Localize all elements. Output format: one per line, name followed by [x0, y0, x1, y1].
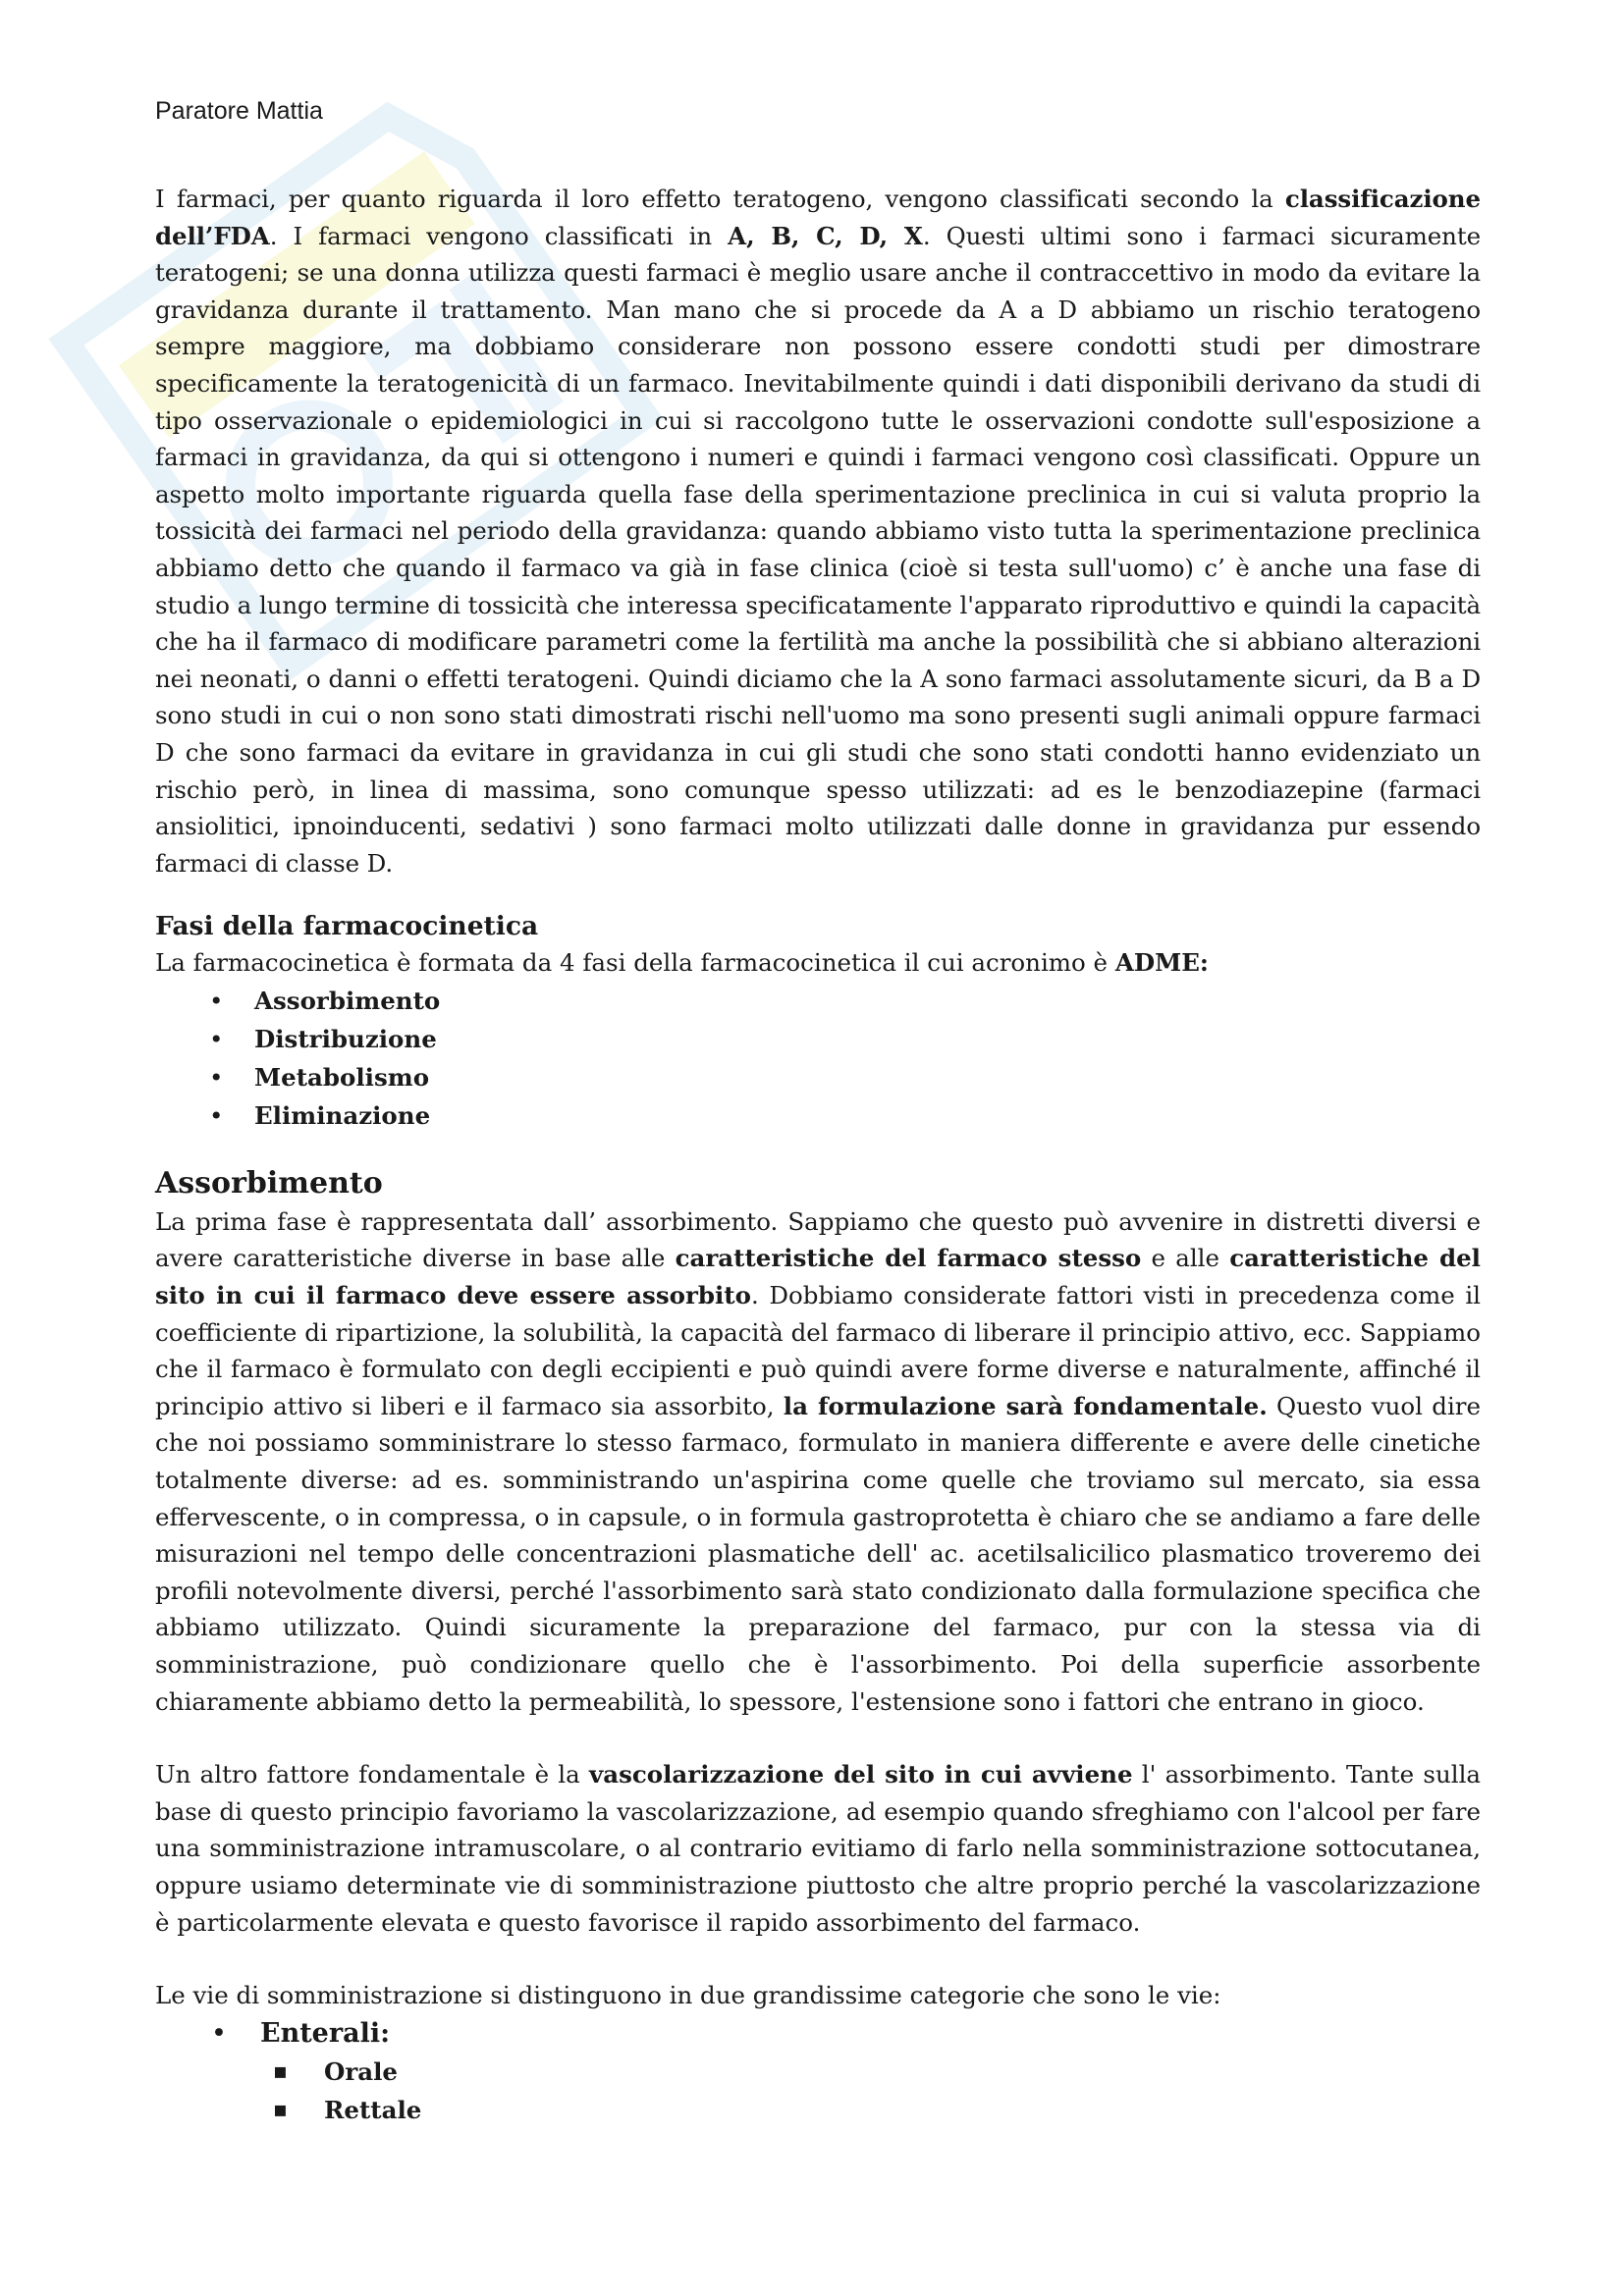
author-name: Paratore Mattia: [155, 97, 323, 125]
list-item-enterali: • Enterali:: [155, 2014, 1481, 2053]
enterali-sublist: [155, 2053, 1481, 2129]
document-page: [155, 96, 1481, 2129]
assorbimento-paragraph-2: Un altro fattore fondamentale è la vascolarizzazione del sito in cui avviene l' assorbimento. Tante sulla base di questo principio favoriamo la vascolarizzazione, ad esempio quando sfreghiamo con l'alcool per fare una somministrazione intramuscolare, o al contrario evitiamo di farlo nella somministrazione sottocutanea, oppure usiamo determinate vie di somministrazione piuttosto che altre proprio perché la vascolarizzazione è particolarmente elevata e questo favorisce il rapido assorbimento del farmaco.: [155, 1760, 1482, 1937]
intro-section: [155, 181, 1481, 881]
sublist-item: ▪ Orale: [155, 2053, 1481, 2091]
assorbimento-paragraph-3: Le vie di somministrazione si distinguono in due grandissime categorie che sono le vie:: [155, 1981, 1221, 2010]
adme-list: [155, 982, 1481, 1135]
intro-paragraph: I farmaci, per quanto riguarda il loro effetto teratogeno, vengono classificati secondo la classificazione dell’FDA. I farmaci vengono classificati in A, B, C, D, X. Questi ultimi sono i farmaci sicuramente teratogeni; se una donna utilizza questi farmaci è meglio usare anche il contraccettivo in modo da evitare la gravidanza durante il trattamento. Man mano che si procede da A a D abbiamo un rischio teratogeno sempre maggiore, ma dobbiamo considerare non possono essere condotti studi per dimostrare specificamente la teratogenicità di un farmaco. Inevitabilmente quindi i dati disponibili derivano da studi di tipo osservazionale o epidemiologici in cui si raccolgono tutte le osservazioni condotte sull'esposizione a farmaci in gravidanza, da qui si ottengono i numeri e quindi i farmaci vengono così classificati. Oppure un aspetto molto importante riguarda quella fase della sperimentazione preclinica in cui si valuta proprio la tossicità dei farmaci nel periodo della gravidanza: quando abbiamo visto tutta la sperimentazione preclinica abbiamo detto che quando il farmaco va già in fase clinica (cioè si testa sull'uomo) c’ è anche una fase di studio a lungo termine di tossicità che interessa specificatamente l'apparato riproduttivo e quindi la capacità che ha il farmaco di modificare parametri come la fertilità ma anche la possibilità che si abbiano alterazioni nei neonati, o danni o effetti teratogeni. Quindi diciamo che la A sono farmaci assolutamente sicuri, da B a D sono studi in cui o non sono stati dimostrati rischi nell'uomo ma sono presenti sugli animali oppure farmaci D che sono farmaci da evitare in gravidanza in cui gli studi che sono stati condotti hanno evidenziato un rischio però, in linea di massima, sono comunque spesso utilizzati: ad es le benzodiazepine (farmaci ansiolitici, ipnoinducenti, sedativi ) sono farmaci molto utilizzati dalle donne in gravidanza pur essendo farmaci di classe D.: [155, 185, 1481, 878]
section-heading-assorbimento: Assorbimento: [155, 1165, 383, 1201]
section-heading-fasi: Fasi della farmacocinetica: [155, 911, 539, 942]
assorbimento-paragraph-1: La prima fase è rappresentata dall’ assorbimento. Sappiamo che questo può avvenire in distretti diversi e avere caratteristiche diverse in base alle caratteristiche del farmaco stesso e alle caratteristiche del sito in cui il farmaco deve essere assorbito. Dobbiamo considerate fattori visti in precedenza come il coefficiente di ripartizione, la solubilità, la capacità del farmaco di liberare il principio attivo, ecc. Sappiamo che il farmaco è formulato con degli eccipienti e può quindi avere forme diverse e naturalmente, affinché il principio attivo si liberi e il farmaco sia assorbito, la formulazione sarà fondamentale. Questo vuol dire che noi possiamo somministrare lo stesso farmaco, formulato in maniera differente e avere delle cinetiche totalmente diverse: ad es. somministrando un'aspirina come quelle che troviamo sul mercato, sia essa effervescente, o in compressa, o in capsule, o in formula gastroprotetta è chiaro che se andiamo a fare delle misurazioni nel tempo delle concentrazioni plasmatiche dell' ac. acetilsalicilico plasmatico troveremo dei profili notevolmente diversi, perché l'assorbimento sarà stato condizionato dalla formulazione specifica che abbiamo utilizzato. Quindi sicuramente la preparazione del farmaco, pur con la stessa via di somministrazione, può condizionare quello che è l'assorbimento. Poi della superficie assorbente chiaramente abbiamo detto la permeabilità, lo spessore, l'estensione sono i fattori che entrano in gioco.: [155, 1206, 1481, 1716]
list-item: • Distribuzione: [155, 1020, 1481, 1058]
list-item: • Metabolismo: [155, 1058, 1481, 1096]
vie-list: [155, 2014, 1481, 2053]
sublist-item: ▪ Rettale: [155, 2091, 1481, 2129]
list-item: • Eliminazione: [155, 1096, 1481, 1135]
fasi-paragraph: La farmacocinetica è formata da 4 fasi della farmacocinetica il cui acronimo è ADME:: [155, 948, 1209, 978]
list-item: • Assorbimento: [155, 982, 1481, 1020]
